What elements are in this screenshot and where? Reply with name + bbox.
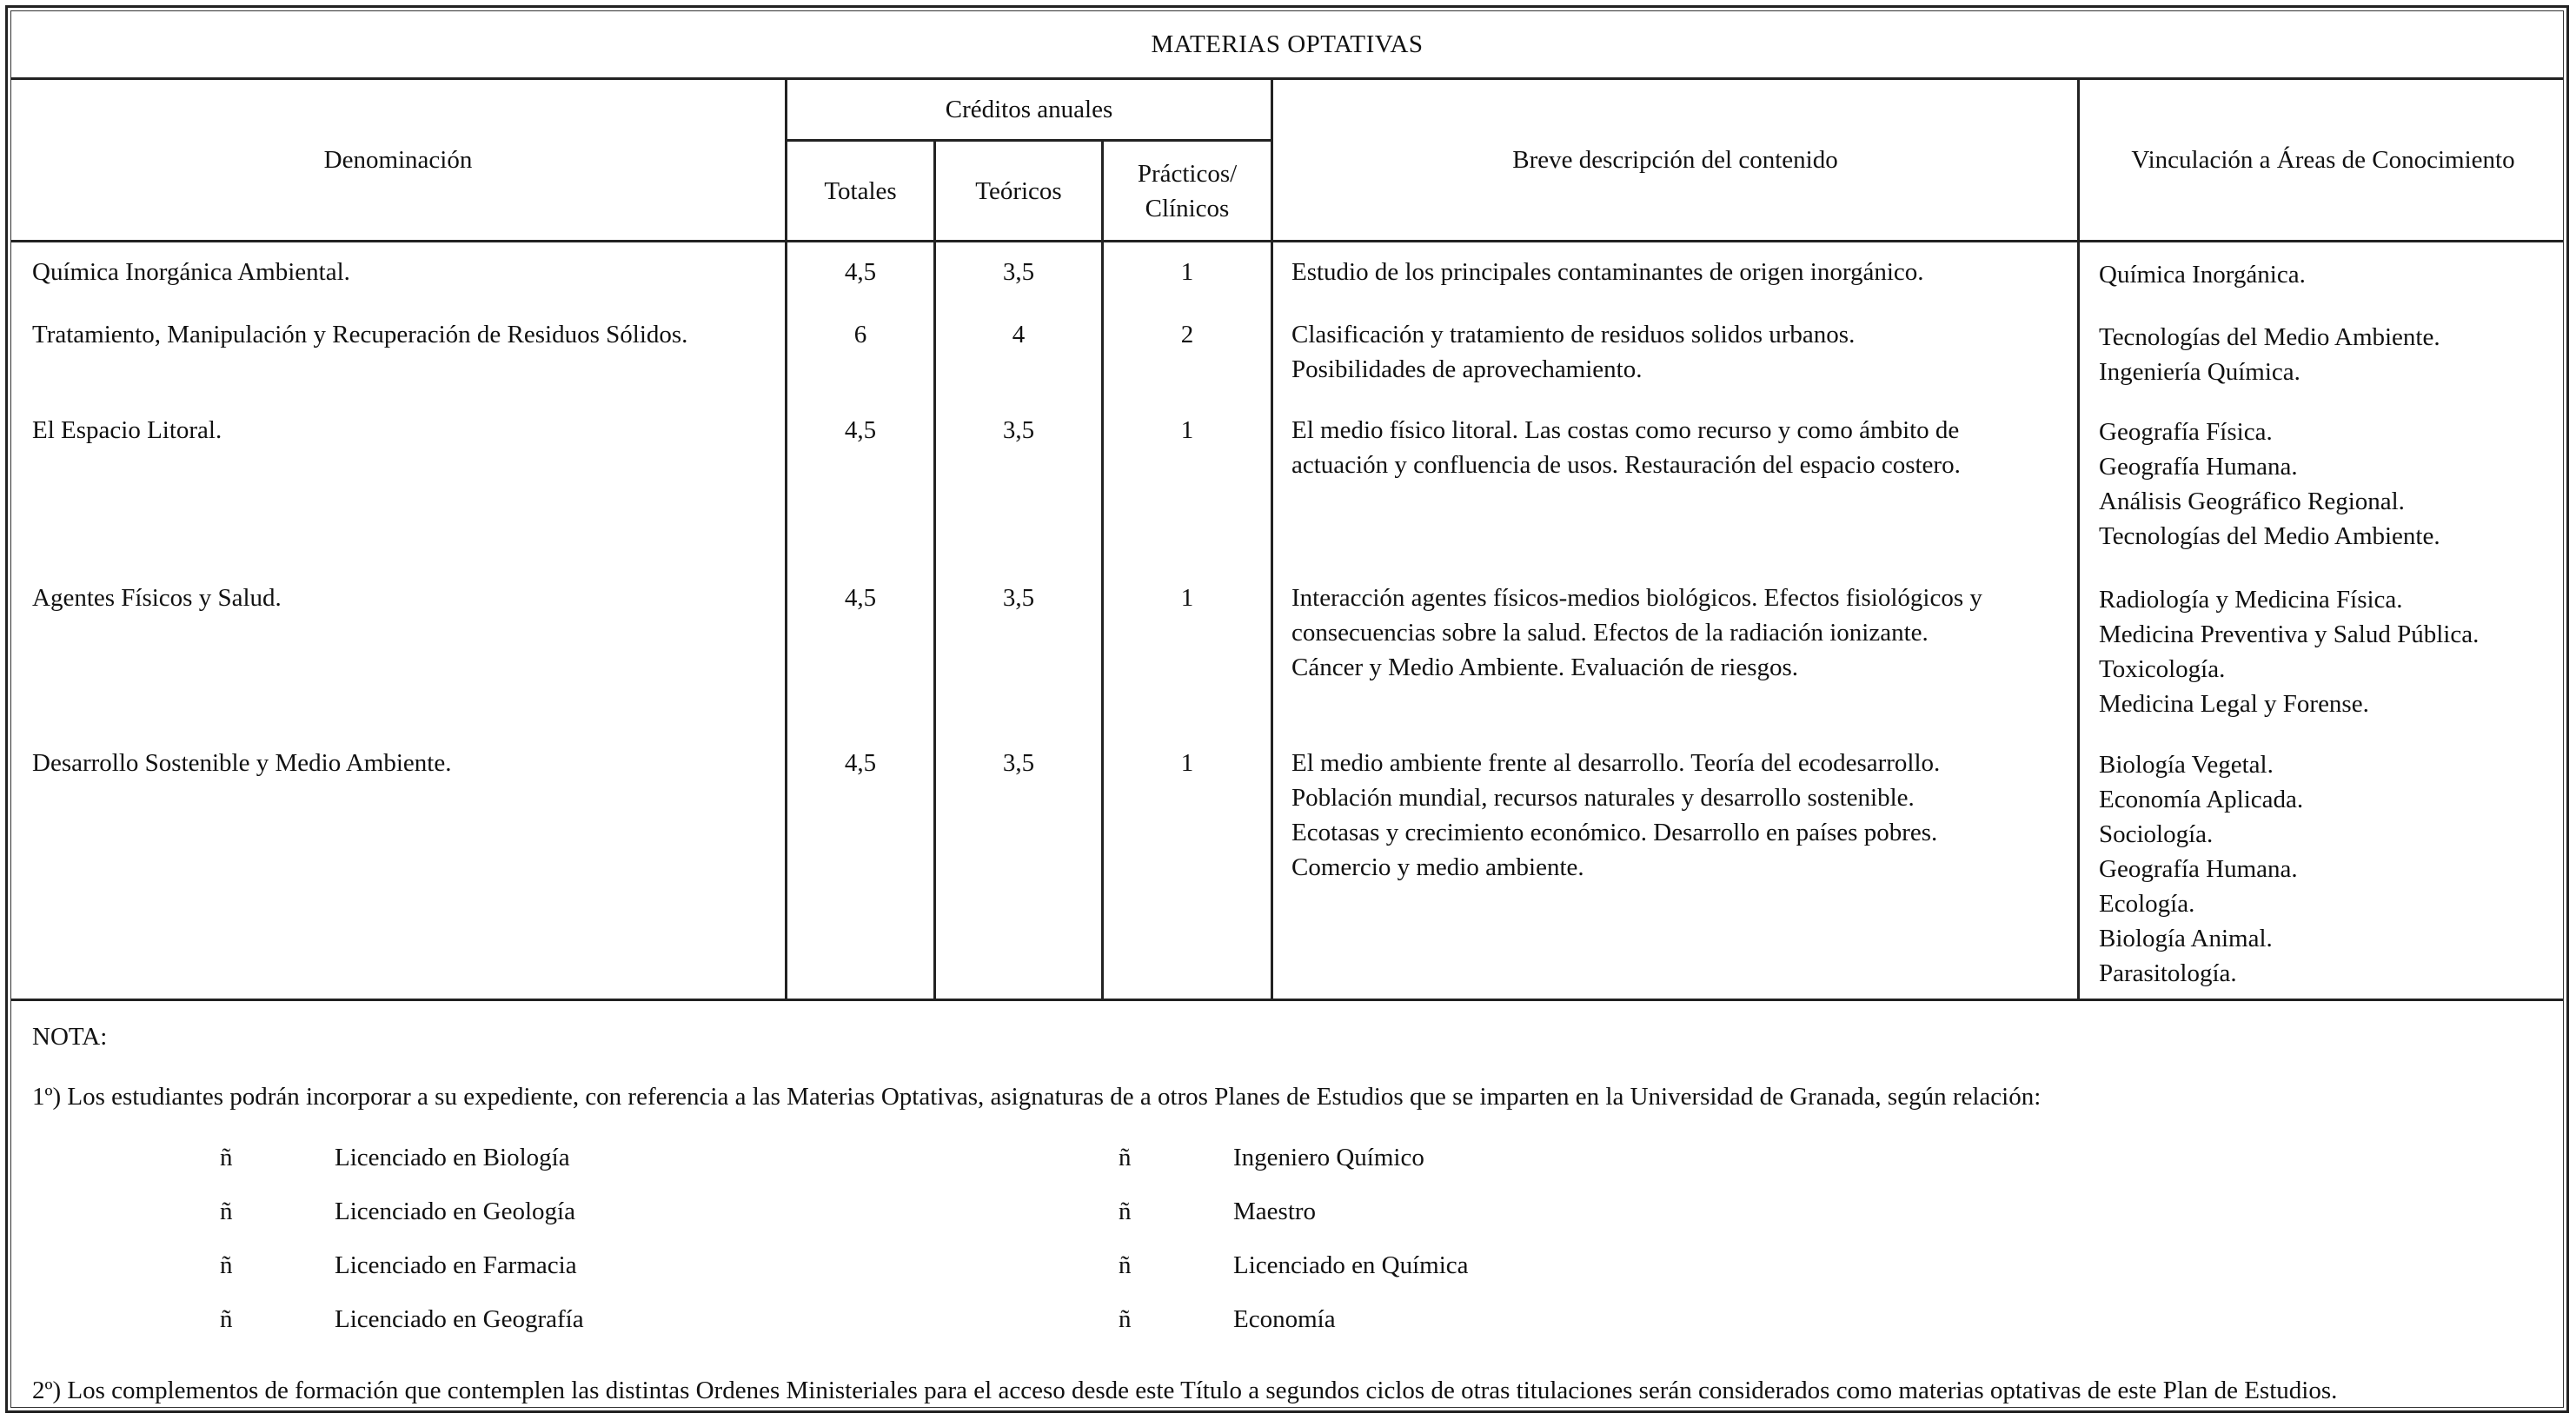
area-line: Ingeniería Química. [2099,358,2300,386]
list-item: Economía [1233,1305,1336,1333]
row-practicos: 1 [1180,258,1194,286]
area-line: Análisis Geográfico Regional. [2099,488,2405,515]
area-line: Economía Aplicada. [2099,786,2304,813]
document-inner-frame [10,10,2564,1408]
area-line: Medicina Legal y Forense. [2099,690,2369,718]
table-title: MATERIAS OPTATIVAS [11,11,2563,80]
row-denominacion: El Espacio Litoral. [32,416,222,444]
area-line: Ecología. [2099,890,2195,918]
row-denominacion: Desarrollo Sostenible y Medio Ambiente. [32,749,452,777]
row-areas [2099,415,2440,554]
bullet-icon: ñ [220,1251,233,1279]
row-practicos: 1 [1180,416,1194,444]
bullet-icon: ñ [1119,1305,1132,1333]
row-totales: 4,5 [844,416,877,444]
desc-line: Cáncer y Medio Ambiente. Evaluación de riesgos. [1291,654,1799,681]
row-areas [2099,257,2306,292]
header-totales: Totales [824,176,897,205]
row-teoricos: 3,5 [1002,749,1035,777]
row-totales: 4,5 [844,258,877,286]
header-divider [787,139,1271,142]
bullet-icon: ñ [220,1198,233,1225]
list-item: Licenciado en Geografía [335,1305,584,1333]
row-teoricos: 3,5 [1002,258,1035,286]
document-frame [5,5,2569,1413]
note-2: 2º) Los complementos de formación que contemplen las distintas Ordenes Ministeriales para el acceso desde este Título a segundos ciclos de otras titulaciones serán considerados como materias optativas de este Plan de Estudios. [32,1377,2338,1404]
header-descripcion: Breve descripción del contenido [1512,146,1838,174]
header-vinculacion: Vinculación a Áreas de Conocimiento [2131,146,2515,174]
row-teoricos: 3,5 [1002,584,1035,612]
list-item: Ingeniero Químico [1233,1144,1424,1171]
header-divider [1101,142,1104,240]
desc-line: El medio ambiente frente al desarrollo. Teoría del ecodesarrollo. [1291,749,1941,777]
column-divider [785,80,787,999]
header-practicos-line2: Clínicos [1145,194,1230,222]
area-line: Geografía Física. [2099,418,2273,446]
area-line: Geografía Humana. [2099,453,2298,481]
column-divider [1101,240,1104,999]
column-divider [2077,80,2080,999]
header-denominacion: Denominación [323,146,473,174]
area-line: Radiología y Medicina Física. [2099,586,2403,614]
note-1: 1º) Los estudiantes podrán incorporar a su expediente, con referencia a las Materias Optativas, asignaturas de a otros Planes de Estudios que se imparten en la Universidad de Granada, según relación: [32,1083,2042,1111]
row-descripcion [1291,746,1940,885]
row-totales: 6 [853,321,867,348]
header-practicos-line1: Prácticos/ [1137,159,1238,188]
bullet-icon: ñ [1119,1144,1132,1171]
row-denominacion: Agentes Físicos y Salud. [32,584,282,612]
area-line: Biología Animal. [2099,925,2273,952]
row-areas [2099,582,2479,721]
bullet-icon: ñ [1119,1251,1132,1279]
row-practicos: 2 [1180,321,1194,348]
area-line: Sociología. [2099,820,2214,848]
header-creditos-anuales: Créditos anuales [945,96,1113,123]
notes-section [11,999,2563,1407]
area-line: Parasitología. [2099,959,2237,987]
bullet-icon: ñ [220,1144,233,1171]
table-header [11,80,2563,242]
row-descripcion [1291,581,1982,685]
row-areas [2099,320,2440,389]
header-practicos-clinicos [1104,142,1271,240]
row-denominacion: Tratamiento, Manipulación y Recuperación de Residuos Sólidos. [32,321,688,348]
notes-heading: NOTA: [32,1023,108,1051]
desc-line: El medio físico litoral. Las costas como recurso y como ámbito de [1291,416,1960,444]
list-item: Licenciado en Química [1233,1251,1469,1279]
bullet-icon: ñ [220,1305,233,1333]
header-divider [933,142,936,240]
header-teoricos: Teóricos [975,176,1062,205]
bullet-icon: ñ [1119,1198,1132,1225]
desc-line: Ecotasas y crecimiento económico. Desarrollo en países pobres. [1291,819,1938,846]
area-line: Biología Vegetal. [2099,751,2274,779]
desc-line: Población mundial, recursos naturales y desarrollo sostenible. [1291,784,1915,812]
area-line: Tecnologías del Medio Ambiente. [2099,522,2440,550]
desc-line: Comercio y medio ambiente. [1291,853,1584,881]
row-totales: 4,5 [844,584,877,612]
desc-line: Estudio de los principales contaminantes de origen inorgánico. [1291,258,1924,286]
area-line: Geografía Humana. [2099,855,2298,883]
desc-line: Interacción agentes físicos-medios biológicos. Efectos fisiológicos y [1291,584,1982,612]
row-practicos: 1 [1180,584,1194,612]
area-line: Medicina Preventiva y Salud Pública. [2099,620,2480,648]
column-divider [1271,80,1273,999]
list-item: Maestro [1233,1198,1317,1225]
list-item: Licenciado en Geología [335,1198,575,1225]
row-denominacion: Química Inorgánica Ambiental. [32,258,350,286]
row-descripcion [1291,413,1961,482]
desc-line: consecuencias sobre la salud. Efectos de la radiación ionizante. [1291,619,1929,647]
row-descripcion [1291,317,1855,387]
desc-line: Posibilidades de aprovechamiento. [1291,355,1643,383]
row-practicos: 1 [1180,749,1194,777]
row-totales: 4,5 [844,749,877,777]
row-teoricos: 3,5 [1002,416,1035,444]
area-line: Tecnologías del Medio Ambiente. [2099,323,2440,351]
desc-line: Clasificación y tratamiento de residuos solidos urbanos. [1291,321,1856,348]
column-divider [933,240,936,999]
row-areas [2099,747,2303,991]
row-teoricos: 4 [1012,321,1026,348]
area-line: Toxicología. [2099,655,2226,683]
list-item: Licenciado en Farmacia [335,1251,577,1279]
row-descripcion [1291,255,1924,289]
desc-line: actuación y confluencia de usos. Restauración del espacio costero. [1291,451,1961,479]
list-item: Licenciado en Biología [335,1144,570,1171]
area-line: Química Inorgánica. [2099,261,2306,289]
